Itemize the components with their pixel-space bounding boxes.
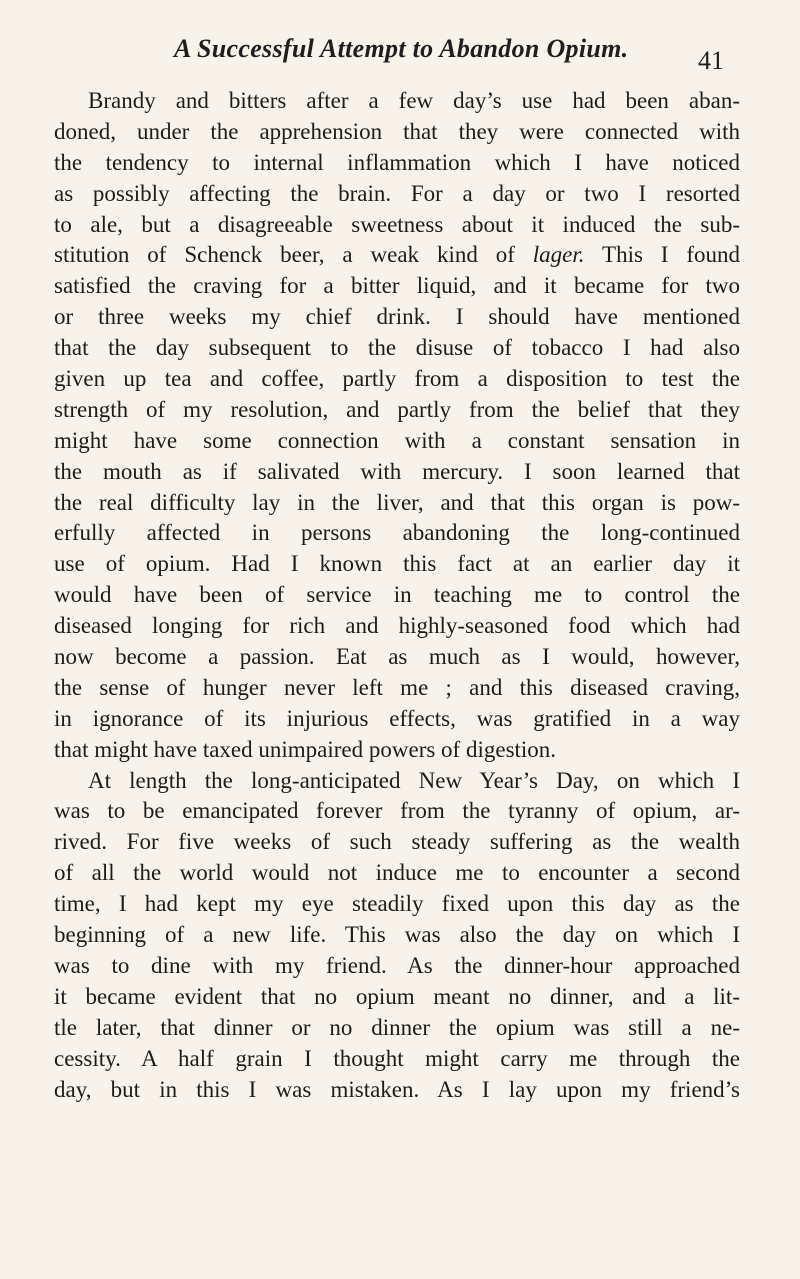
text-line: tle later, that dinner or no dinner the opium was still a ne- [54,1014,740,1040]
text-line: doned, under the apprehension that they were connected with [54,118,740,144]
text-segment: This I found [602,242,740,268]
text-line: given up tea and coffee, partly from a disposition to test the [54,366,740,392]
text-line: in ignorance of its injurious effects, was gratified in a way [54,705,740,731]
text-line: would have been of service in teaching me to control the [54,582,740,608]
text-line: might have some connection with a constant sensation in [54,427,740,453]
text-line: rived. For five weeks of such steady suffering as the wealth [54,829,740,855]
text-line: beginning of a new life. This was also the day on which I [54,922,740,948]
text-line: it became evident that no opium meant no dinner, and a lit- [54,983,740,1009]
text-line: was to dine with my friend. As the dinner-hour approached [54,952,740,978]
text-line: of all the world would not induce me to encounter a second [54,860,740,886]
text-line: the mouth as if salivated with mercury. I soon learned that [54,458,740,484]
text-line: the real difficulty lay in the liver, and that this organ is pow- [54,489,740,515]
text-line: cessity. A half grain I thought might carry me through the [54,1045,740,1071]
text-line: to ale, but a disagreeable sweetness about it induced the sub- [54,211,740,237]
text-line: as possibly affecting the brain. For a day or two I resorted [54,180,740,206]
text-line: strength of my resolution, and partly from the belief that they [54,396,740,422]
text-line: the tendency to internal inflammation which I have noticed [54,149,740,175]
text-line: erfully affected in persons abandoning the long-continued [54,520,740,546]
text-line: satisfied the craving for a bitter liquid, and it became for two [54,273,740,299]
page-header [0,34,800,84]
text-line: was to be emancipated forever from the tyranny of opium, ar- [54,798,740,824]
text-line: now become a passion. Eat as much as I would, however, [54,644,740,670]
text-line: the sense of hunger never left me ; and this diseased craving, [54,674,740,700]
page-number: 41 [698,46,724,75]
text-line: that might have taxed unimpaired powers of digestion. [54,736,557,762]
text-line: At length the long-anticipated New Year’s Day, on which I [88,767,740,793]
text-line: day, but in this I was mistaken. As I lay upon my friend’s [54,1076,740,1102]
text-line: or three weeks my chief drink. I should have mentioned [54,304,740,330]
text-line: use of opium. Had I known this fact at an earlier day it [54,551,740,577]
italic-word: lager. [532,242,585,268]
text-line: time, I had kept my eye steadily fixed upon this day as the [54,891,740,917]
text-line: that the day subsequent to the disuse of tobacco I had also [54,335,740,361]
text-segment: stitution of Schenck beer, a weak kind of [54,242,515,268]
text-line: diseased longing for rich and highly-seasoned food which had [54,613,740,639]
body-text [54,86,740,1105]
text-line-with-italic [54,240,740,271]
text-line: Brandy and bitters after a few day’s use had been aban- [88,88,740,113]
running-title: A Successful Attempt to Abandon Opium. [174,34,629,63]
